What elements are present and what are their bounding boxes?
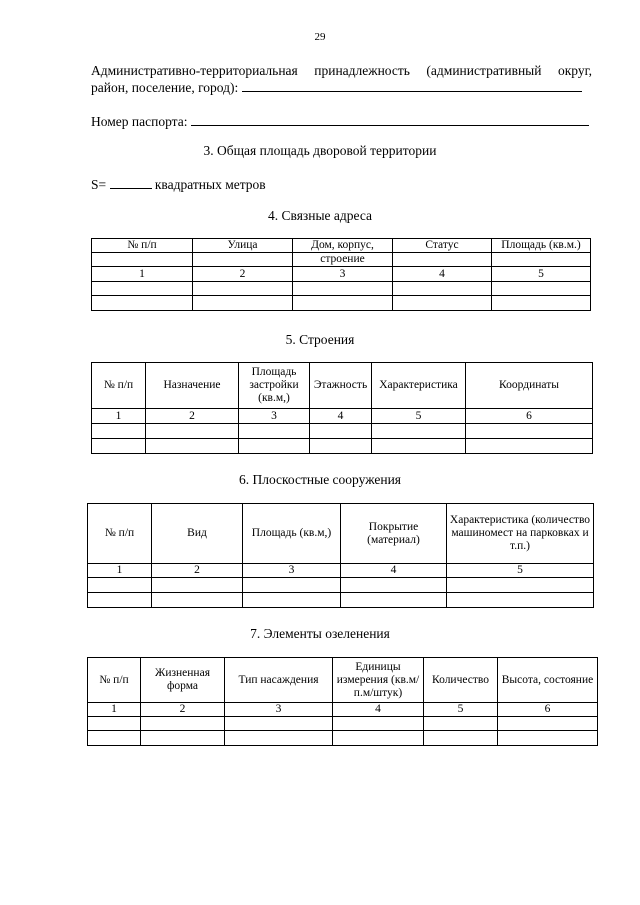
column-header: № п/п: [88, 504, 152, 564]
column-number: 5: [424, 703, 498, 717]
table-cell[interactable]: [310, 424, 372, 439]
table-cell[interactable]: [447, 593, 594, 608]
column-header: Количество: [424, 658, 498, 703]
column-number: 5: [447, 564, 594, 578]
table-cell[interactable]: [424, 717, 498, 731]
area-field: [91, 176, 592, 193]
table-cell[interactable]: [341, 578, 447, 593]
table-cell[interactable]: [393, 282, 492, 296]
area-blank-line[interactable]: [110, 176, 152, 189]
column-header: Вид: [152, 504, 243, 564]
table-cell: [492, 253, 591, 267]
table-cell[interactable]: [146, 424, 239, 439]
column-number: 2: [193, 267, 293, 282]
section3-title: 3. Общая площадь дворовой территории: [203, 143, 437, 158]
column-number: 4: [333, 703, 424, 717]
column-header: Статус: [393, 239, 492, 253]
column-number: 4: [341, 564, 447, 578]
table-cell[interactable]: [492, 296, 591, 311]
column-number: 6: [466, 409, 593, 424]
table-cell[interactable]: [88, 593, 152, 608]
column-number: 2: [146, 409, 239, 424]
table-cell[interactable]: [225, 717, 333, 731]
table-cell[interactable]: [333, 717, 424, 731]
table-cell[interactable]: [152, 593, 243, 608]
column-header: Координаты: [466, 363, 593, 409]
table-row: [88, 717, 598, 731]
table-cell[interactable]: [393, 296, 492, 311]
column-number: 3: [225, 703, 333, 717]
table-cell[interactable]: [92, 296, 193, 311]
table-cell[interactable]: [447, 578, 594, 593]
table-row: [88, 731, 598, 746]
section4-title: 4. Связные адреса: [268, 208, 372, 223]
passport-number-field: [91, 113, 592, 130]
table-cell[interactable]: [498, 731, 598, 746]
column-header: Дом, корпус,: [293, 239, 393, 253]
column-header: Площадь (кв.м,): [243, 504, 341, 564]
column-number: 6: [498, 703, 598, 717]
table-cell[interactable]: [293, 296, 393, 311]
column-number: 3: [239, 409, 310, 424]
column-number-row: [88, 703, 598, 717]
column-header: № п/п: [92, 239, 193, 253]
area-prefix: S=: [91, 177, 107, 192]
column-header: Улица: [193, 239, 293, 253]
table-cell[interactable]: [466, 424, 593, 439]
flat-structures-table: [87, 503, 594, 608]
table-header-row: [92, 239, 591, 253]
table-cell[interactable]: [92, 439, 146, 454]
table-cell[interactable]: [146, 439, 239, 454]
area-unit: квадратных метров: [154, 177, 266, 192]
section6-title: 6. Плоскостные сооружения: [238, 472, 401, 487]
table-header-row: [88, 504, 594, 564]
table-cell: [92, 253, 193, 267]
table-cell[interactable]: [141, 731, 225, 746]
admin-affiliation-blank-line[interactable]: [242, 79, 582, 92]
table-cell[interactable]: [239, 439, 310, 454]
column-number-row: [92, 267, 591, 282]
table-cell[interactable]: [333, 731, 424, 746]
table-row: [92, 439, 593, 454]
column-header: Этажность: [310, 363, 372, 409]
column-header: Единицы измерения (кв.м/п.м/штук): [333, 658, 424, 703]
column-number: 2: [141, 703, 225, 717]
table-row: [88, 593, 594, 608]
table-cell[interactable]: [243, 593, 341, 608]
table-cell[interactable]: [92, 424, 146, 439]
column-header: Назначение: [146, 363, 239, 409]
passport-number-blank-line[interactable]: [191, 113, 589, 126]
table-cell[interactable]: [372, 439, 466, 454]
table-cell[interactable]: [492, 282, 591, 296]
column-header: Характеристика: [372, 363, 466, 409]
table-cell[interactable]: [239, 424, 310, 439]
admin-affiliation-field: [91, 62, 592, 96]
column-number: 5: [492, 267, 591, 282]
section7-title: 7. Элементы озеленения: [250, 626, 390, 641]
column-number-row: [92, 409, 593, 424]
table-cell[interactable]: [141, 717, 225, 731]
column-header: Площадь застройки (кв.м,): [239, 363, 310, 409]
column-header: № п/п: [92, 363, 146, 409]
buildings-table: [91, 362, 593, 454]
table-cell[interactable]: [372, 424, 466, 439]
table-cell[interactable]: [193, 282, 293, 296]
passport-number-label: Номер паспорта:: [91, 114, 188, 129]
column-number-row: [88, 564, 594, 578]
column-header: Характеристика (количество машиномест на парковках и т.п.): [447, 504, 594, 564]
table-header-row: [92, 253, 591, 267]
admin-affiliation-label-line1: Административно-территориальная принадлежность (административный округ,: [91, 63, 592, 78]
column-header: Покрытие (материал): [341, 504, 447, 564]
page-number: 29: [314, 31, 326, 43]
table-cell[interactable]: [293, 282, 393, 296]
table-row: [92, 424, 593, 439]
table-row: [92, 282, 591, 296]
table-row: [92, 296, 591, 311]
greenery-table: [87, 657, 598, 746]
table-cell[interactable]: [498, 717, 598, 731]
table-cell[interactable]: [92, 282, 193, 296]
column-number: 3: [243, 564, 341, 578]
column-number: 4: [310, 409, 372, 424]
table-cell[interactable]: [243, 578, 341, 593]
table-cell[interactable]: [225, 731, 333, 746]
table-cell[interactable]: [466, 439, 593, 454]
column-subheader: строение: [293, 253, 393, 267]
column-header: Высота, состояние: [498, 658, 598, 703]
table-cell[interactable]: [310, 439, 372, 454]
column-number: 1: [92, 409, 146, 424]
table-header-row: [88, 658, 598, 703]
column-header: № п/п: [88, 658, 141, 703]
table-cell[interactable]: [341, 593, 447, 608]
section5-title: 5. Строения: [285, 332, 355, 347]
table-row: [88, 578, 594, 593]
column-number: 4: [393, 267, 492, 282]
column-number: 1: [88, 703, 141, 717]
table-cell: [393, 253, 492, 267]
table-cell[interactable]: [88, 731, 141, 746]
column-number: 5: [372, 409, 466, 424]
table-header-row: [92, 363, 593, 409]
column-number: 1: [92, 267, 193, 282]
table-cell[interactable]: [88, 578, 152, 593]
table-cell[interactable]: [88, 717, 141, 731]
table-cell[interactable]: [424, 731, 498, 746]
linked-addresses-table: [91, 238, 591, 311]
admin-affiliation-label-line2: район, поселение, город):: [91, 80, 239, 95]
table-cell: [193, 253, 293, 267]
column-number: 2: [152, 564, 243, 578]
column-header: Площадь (кв.м.): [492, 239, 591, 253]
column-number: 1: [88, 564, 152, 578]
table-cell[interactable]: [193, 296, 293, 311]
column-number: 3: [293, 267, 393, 282]
table-cell[interactable]: [152, 578, 243, 593]
column-header: Жизненная форма: [141, 658, 225, 703]
column-header: Тип насаждения: [225, 658, 333, 703]
